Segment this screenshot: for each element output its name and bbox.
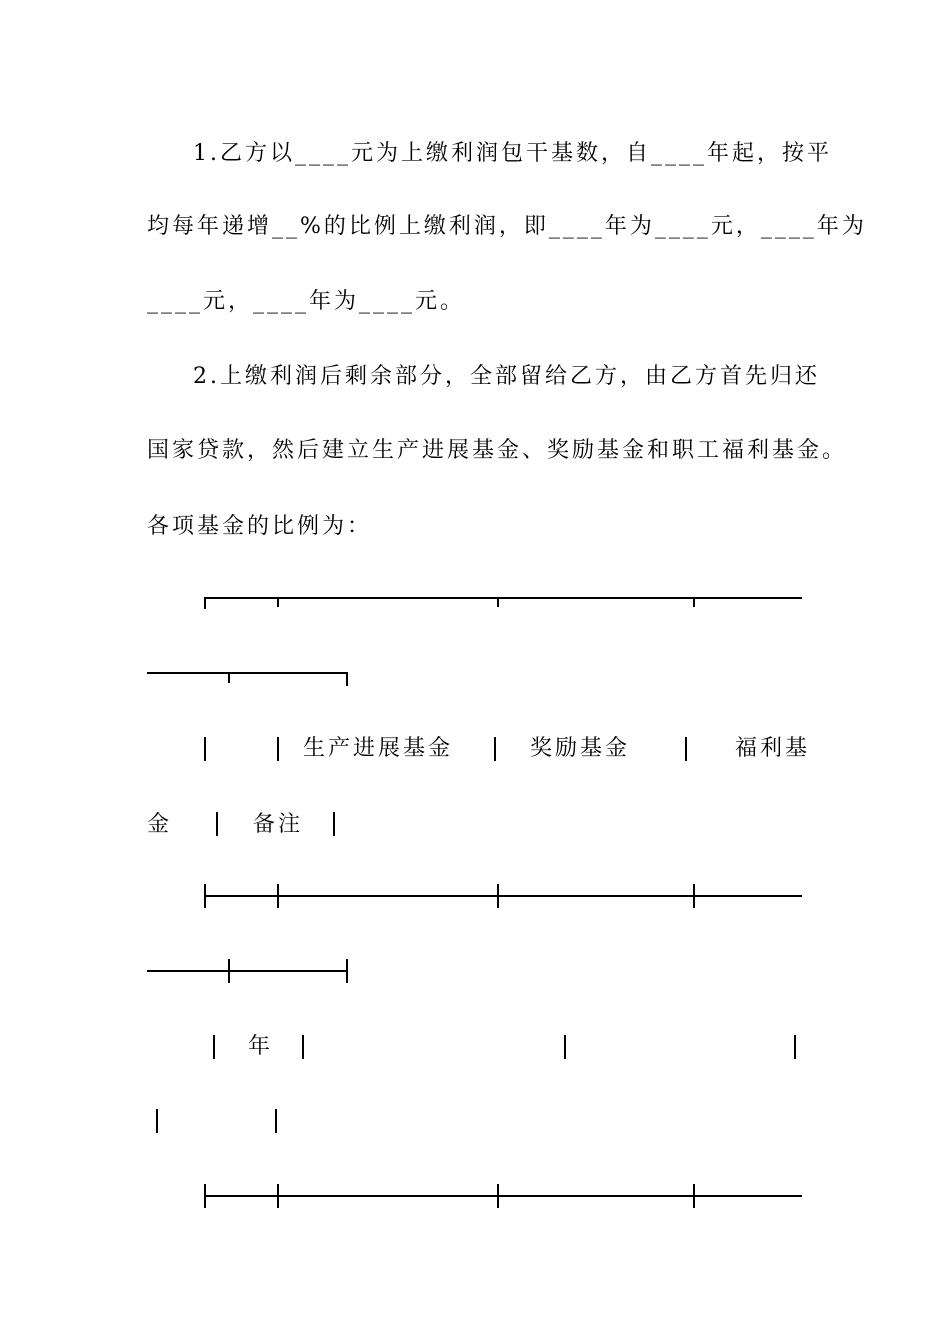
header-remarks: 备注 (253, 812, 304, 837)
paragraph-2-line-1: 2.上缴利润后剩余部分，全部留给乙方，由乙方首先归还 (193, 364, 820, 389)
header-welfare-fund-part2: 金 (147, 812, 173, 837)
header-bonus-fund: 奖励基金 (530, 736, 631, 761)
paragraph-2-line-2: 国家贷款，然后建立生产进展基金、奖励基金和职工福利基金。 (147, 438, 848, 463)
paragraph-3-line-1: 各项基金的比例为： (147, 514, 373, 539)
header-welfare-fund-part1: 福利基 (735, 736, 811, 761)
row-label-year: 年 (248, 1034, 274, 1059)
paragraph-1-line-3: ____元，____年为____元。 (147, 289, 466, 314)
paragraph-1-line-2: 均每年递增__%的比例上缴利润，即____年为____元，____年为 (147, 214, 867, 239)
header-production-fund: 生产进展基金 (303, 736, 454, 761)
paragraph-1-line-1: 1.乙方以____元为上缴利润包干基数，自____年起，按平 (193, 141, 832, 166)
